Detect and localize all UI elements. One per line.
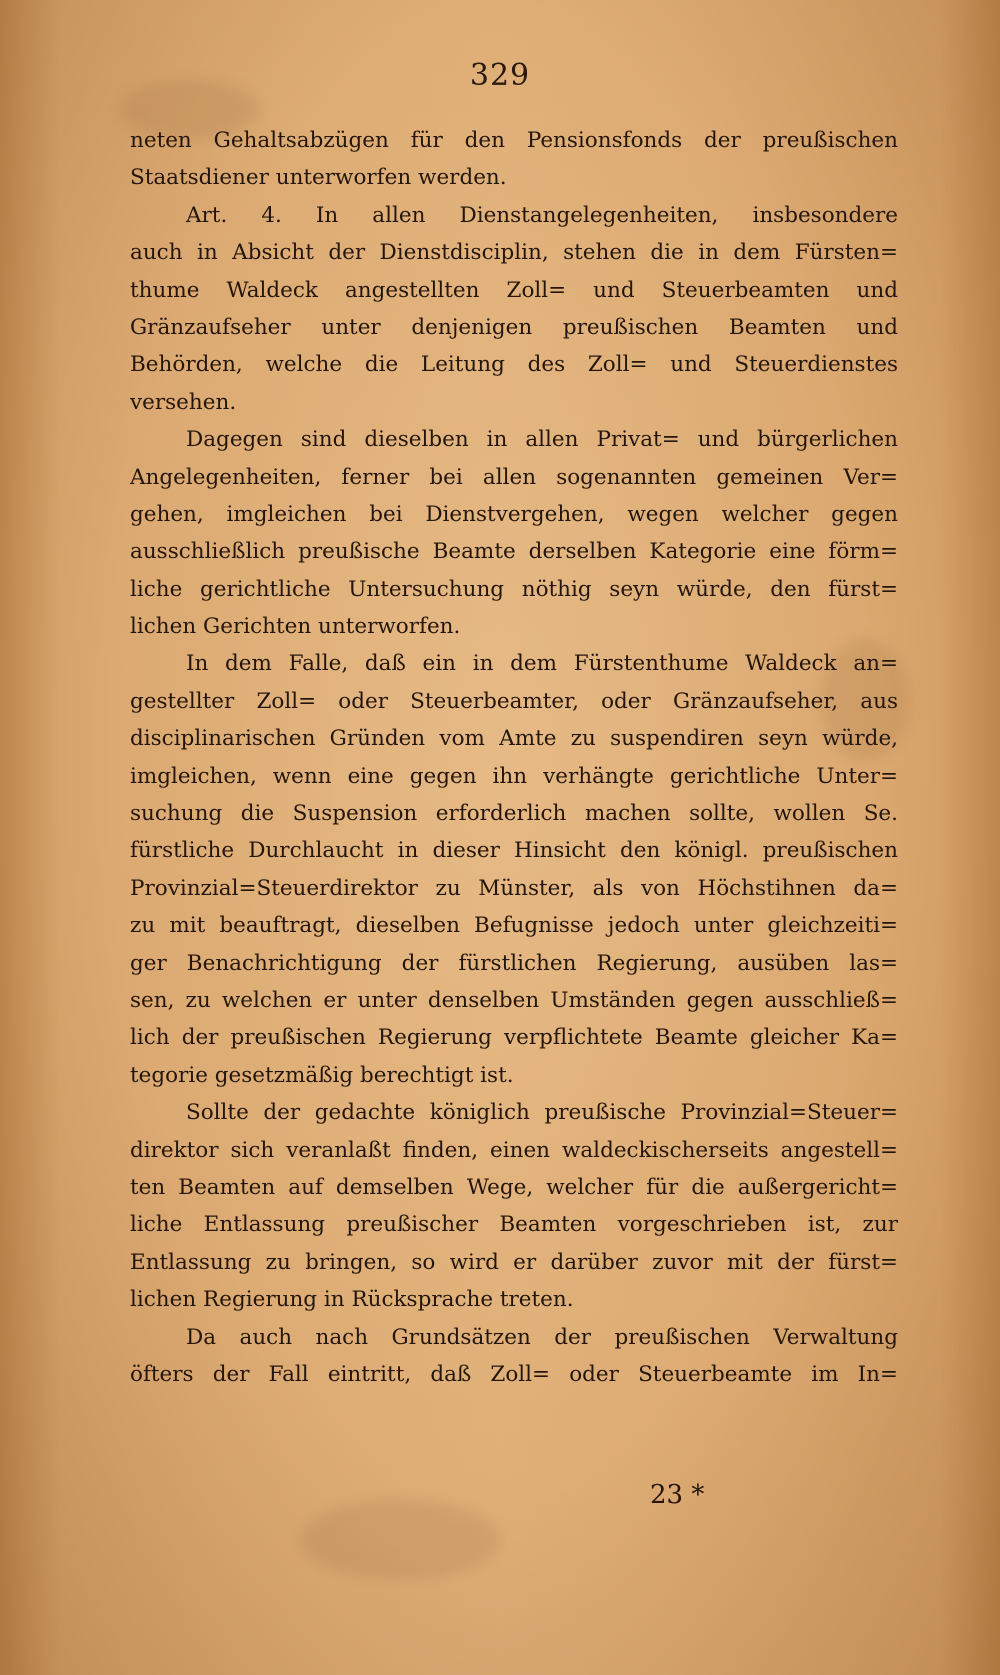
page-number: 329	[469, 58, 531, 93]
paper-stain	[300, 1500, 500, 1580]
text-line: neten Gehaltsabzügen für den Pensionsfonds der preußischen	[130, 128, 898, 153]
text-line: direktor sich veranlaßt finden, einen waldeckischerseits angestell=	[130, 1137, 898, 1163]
text-line: liche Entlassung preußischer Beamten vorgeschrieben ist, zur	[130, 1212, 898, 1238]
text-line: liche gerichtliche Untersuchung nöthig seyn würde, den fürst=	[130, 576, 898, 602]
text-line: Gränzaufseher unter denjenigen preußischen Beamten und	[130, 314, 898, 340]
text-line: gehen, imgleichen bei Dienstvergehen, wegen welcher gegen	[130, 501, 898, 527]
text-line: thume Waldeck angestellten Zoll= und Steuerbeamten und	[130, 277, 898, 303]
signature-mark: 23 *	[650, 1480, 705, 1510]
text-line: ger Benachrichtigung der fürstlichen Regierung, ausüben las=	[130, 950, 898, 976]
text-line: auch in Absicht der Dienstdisciplin, stehen die in dem Fürsten=	[130, 240, 898, 266]
text-line: Art. 4. In allen Dienstangelegenheiten, insbesondere	[186, 202, 898, 228]
text-line: Angelegenheiten, ferner bei allen sogenannten gemeinen Ver=	[130, 464, 898, 490]
text-line: In dem Falle, daß ein in dem Fürstenthume Waldeck an=	[186, 651, 898, 677]
text-line: disciplinarischen Gründen vom Amte zu suspendiren seyn würde,	[130, 726, 898, 752]
text-line: lichen Regierung in Rücksprache treten.	[130, 1287, 574, 1313]
text-line: lichen Gerichten unterworfen.	[130, 614, 461, 640]
text-line: Behörden, welche die Leitung des Zoll= und Steuerdienstes	[130, 352, 898, 378]
text-line: zu mit beauftragt, dieselben Befugnisse jedoch unter gleichzeiti=	[130, 913, 898, 939]
text-line: suchung die Suspension erforderlich machen sollte, wollen Se.	[130, 801, 898, 827]
text-line: Staatsdiener unterworfen werden.	[130, 165, 507, 191]
text-line: Dagegen sind dieselben in allen Privat= und bürgerlichen	[186, 427, 898, 453]
text-line: ausschließlich preußische Beamte derselben Kategorie eine förm=	[130, 539, 898, 565]
text-line: ten Beamten auf demselben Wege, welcher für die außergericht=	[130, 1174, 898, 1200]
text-line: öfters der Fall eintritt, daß Zoll= oder Steuerbeamte im In=	[130, 1361, 898, 1387]
text-line: Provinzial=Steuerdirektor zu Münster, als von Höchstihnen da=	[130, 875, 898, 901]
text-line: Sollte der gedachte königlich preußische Provinzial=Steuer=	[186, 1100, 898, 1126]
text-line: versehen.	[130, 389, 237, 415]
body-text	[130, 122, 898, 1393]
text-line: Entlassung zu bringen, so wird er darüber zuvor mit der fürst=	[130, 1249, 898, 1275]
text-line: Da auch nach Grundsätzen der preußischen Verwaltung	[186, 1324, 898, 1350]
text-line: fürstliche Durchlaucht in dieser Hinsicht den königl. preußischen	[130, 838, 898, 864]
text-line: gestellter Zoll= oder Steuerbeamter, oder Gränzaufseher, aus	[130, 688, 898, 714]
text-line: imgleichen, wenn eine gegen ihn verhängte gerichtliche Unter=	[130, 763, 898, 789]
text-line: tegorie gesetzmäßig berechtigt ist.	[130, 1062, 514, 1088]
text-line: lich der preußischen Regierung verpflichtete Beamte gleicher Ka=	[130, 1025, 898, 1051]
text-line: sen, zu welchen er unter denselben Umständen gegen ausschließ=	[130, 987, 898, 1013]
